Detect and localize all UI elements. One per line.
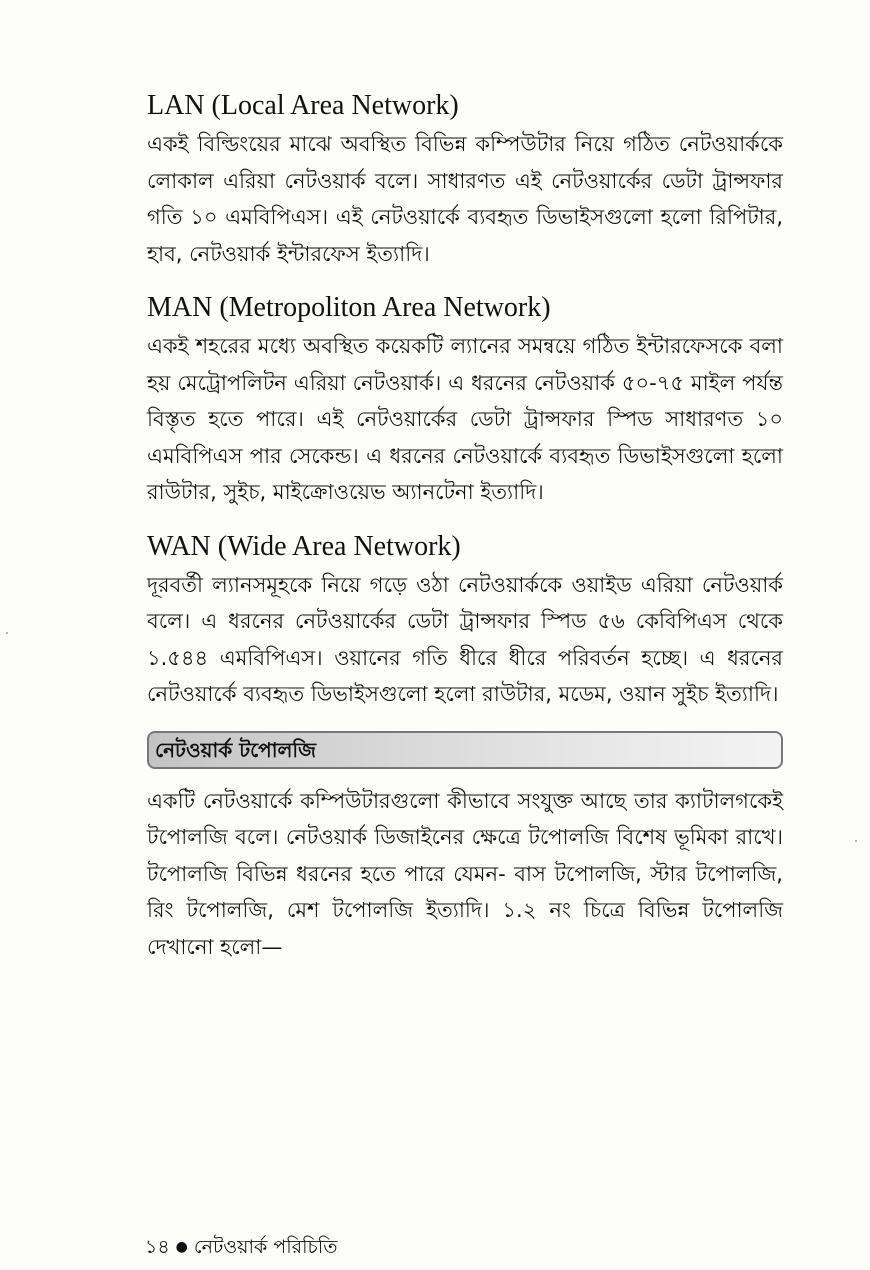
wan-section	[147, 529, 783, 713]
wan-heading: WAN (Wide Area Network)	[147, 530, 461, 562]
wan-paragraph: দূরবর্তী ল্যানসমূহকে নিয়ে গড়ে ওঠা নেটওয়ার্ককে ওয়াইড এরিয়া নেটওয়ার্ক বলে। এ ধরনের নেটওয়ার্কের ডেটা ট্রান্সফার স্পিড ৫৬ কেবিপিএস থেকে ১.৫৪৪ এমবিপিএস। ওয়ানের গতি ধীরে ধীরে পরিবর্তন হচ্ছে। এ ধরনের নেটওয়ার্কে ব্যবহৃত ডিভাইসগুলো হলো রাউটার, মডেম, ওয়ান সুইচ ইত্যাদি।	[147, 572, 783, 706]
page-number: ১৪	[145, 1236, 170, 1258]
topology-paragraph: একটি নেটওয়ার্কে কম্পিউটারগুলো কীভাবে সংযুক্ত আছে তার ক্যাটালগকেই টপোলজি বলে। নেটওয়ার্ক ডিজাইনের ক্ষেত্রে টপোলজি বিশেষ ভূমিকা রাখে। টপোলজি বিভিন্ন ধরনের হতে পারে যেমন- বাস টপোলজি, স্টার টপোলজি, রিং টপোলজি, মেশ টপোলজি ইত্যাদি। ১.২ নং চিত্রে বিভিন্ন টপোলজি দেখানো হলো—	[147, 788, 783, 959]
man-section	[147, 290, 783, 511]
book-title: নেটওয়ার্ক পরিচিতি	[193, 1236, 338, 1258]
page-edge-speck	[6, 632, 8, 634]
page-edge-speck	[855, 840, 857, 842]
lan-paragraph: একই বিল্ডিংয়ের মাঝে অবস্থিত বিভিন্ন কম্পিউটার নিয়ে গঠিত নেটওয়ার্ককে লোকাল এরিয়া নেটওয়ার্ক বলে। সাধারণত এই নেটওয়ার্কের ডেটা ট্রান্সফার গতি ১০ এমবিপিএস। এই নেটওয়ার্কে ব্যবহৃত ডিভাইসগুলো হলো রিপিটার, হাব, নেটওয়ার্ক ইন্টারফেস ইত্যাদি।	[147, 132, 783, 266]
man-paragraph: একই শহরের মধ্যে অবস্থিত কয়েকটি ল্যানের সমন্বয়ে গঠিত ইন্টারফেসকে বলা হয় মেট্রোপলিটন এরিয়া নেটওয়ার্ক। এ ধরনের নেটওয়ার্ক ৫০-৭৫ মাইল পর্যন্ত বিস্তৃত হতে পারে। এই নেটওয়ার্কের ডেটা ট্রান্সফার স্পিড সাধারণত ১০ এমবিপিএস পার সেকেন্ড। এ ধরনের নেটওয়ার্কে ব্যবহৃত ডিভাইসগুলো হলো রাউটার, সুইচ, মাইক্রোওয়েভ অ্যানটেনা ইত্যাদি।	[147, 334, 783, 504]
lan-heading: LAN (Local Area Network)	[147, 90, 459, 121]
footer-bullet-icon: ●	[175, 1239, 188, 1255]
topology-banner-title: নেটওয়ার্ক টপোলজি	[155, 737, 317, 762]
man-heading: MAN (Metropoliton Area Network)	[147, 292, 551, 323]
page-content	[147, 88, 783, 965]
lan-section	[147, 88, 783, 272]
topology-section-banner	[147, 731, 783, 769]
page-footer	[145, 1234, 337, 1260]
